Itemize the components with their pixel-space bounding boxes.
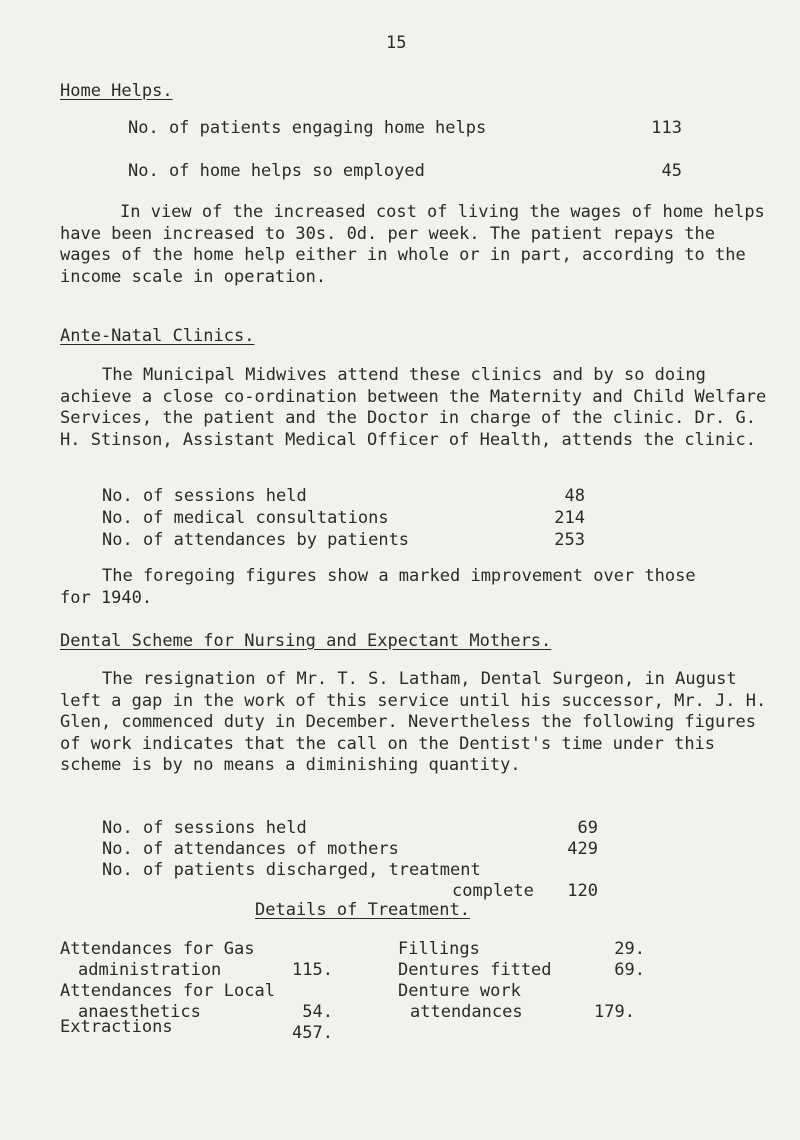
stat-label: No. of sessions held: [102, 818, 307, 838]
stat-value: 120: [567, 881, 598, 901]
treatment-right-label: attendances: [410, 1002, 523, 1022]
stat-value: 113: [651, 118, 682, 138]
section-heading-dental: Dental Scheme for Nursing and Expectant Mothers.: [60, 631, 552, 651]
stat-label: No. of patients discharged, treatment: [102, 860, 481, 880]
stat-label: No. of patients engaging home helps: [128, 118, 487, 138]
treatment-left-value: 115.: [292, 960, 333, 980]
section-heading-home-helps: Home Helps.: [60, 81, 173, 101]
stat-value: 253: [554, 530, 585, 550]
stat-value: 45: [661, 161, 682, 181]
treatment-right-label: Dentures fitted: [398, 960, 552, 980]
treatment-right-value: 179.: [594, 1002, 635, 1022]
treatment-left-label: anaesthetics: [78, 1002, 201, 1022]
stat-value: 69: [577, 818, 598, 838]
treatment-right-value: 29.: [614, 939, 645, 959]
stat-label: No. of sessions held: [102, 486, 307, 506]
treatment-left-label: Attendances for Local: [60, 981, 275, 1001]
stat-label: No. of attendances by patients: [102, 530, 410, 550]
treatment-heading: Details of Treatment.: [255, 900, 470, 920]
dental-paragraph: The resignation of Mr. T. S. Latham, Dental Surgeon, in August left a gap in the work of this service until his successor, Mr. J. H. Glen, commenced duty in December. Nevertheless the following figures of work indicates that the call on the Dentist's time under this scheme is by no means a diminishing quantity.: [60, 669, 767, 775]
stat-value: 429: [567, 839, 598, 859]
treatment-right-label: Fillings: [398, 939, 480, 959]
treatment-left-label: Attendances for Gas: [60, 939, 255, 959]
ante-natal-paragraph: The Municipal Midwives attend these clinics and by so doing achieve a close co-ordination between the Maternity and Child Welfare Services, the patient and the Doctor in charge of the clinic. Dr. G. H. Stinson, Assistant Medical Officer of Health, attends the clinic.: [60, 365, 767, 450]
section-heading-ante-natal: Ante-Natal Clinics.: [60, 326, 255, 346]
stat-value: 214: [554, 508, 585, 528]
stat-value: 48: [564, 486, 585, 506]
stat-label-continued: complete: [452, 881, 534, 901]
home-helps-paragraph: In view of the increased cost of living the wages of home helps have been increased to 30s. 0d. per week. The patient repays the wages of the home help either in whole or in part, according to the income scale in operation.: [60, 202, 765, 287]
page-number: 15: [386, 33, 407, 53]
treatment-left-value: 457.: [292, 1023, 333, 1043]
treatment-left-label: Extractions: [60, 1017, 173, 1037]
stat-label: No. of attendances of mothers: [102, 839, 399, 859]
treatment-right-value: 69.: [614, 960, 645, 980]
stat-label: No. of medical consultations: [102, 508, 389, 528]
treatment-left-value: 54.: [302, 1002, 333, 1022]
stat-label: No. of home helps so employed: [128, 161, 425, 181]
treatment-left-label: administration: [78, 960, 222, 980]
treatment-right-label: Denture work: [398, 981, 521, 1001]
ante-natal-note: The foregoing figures show a marked improvement over those for 1940.: [60, 566, 696, 608]
